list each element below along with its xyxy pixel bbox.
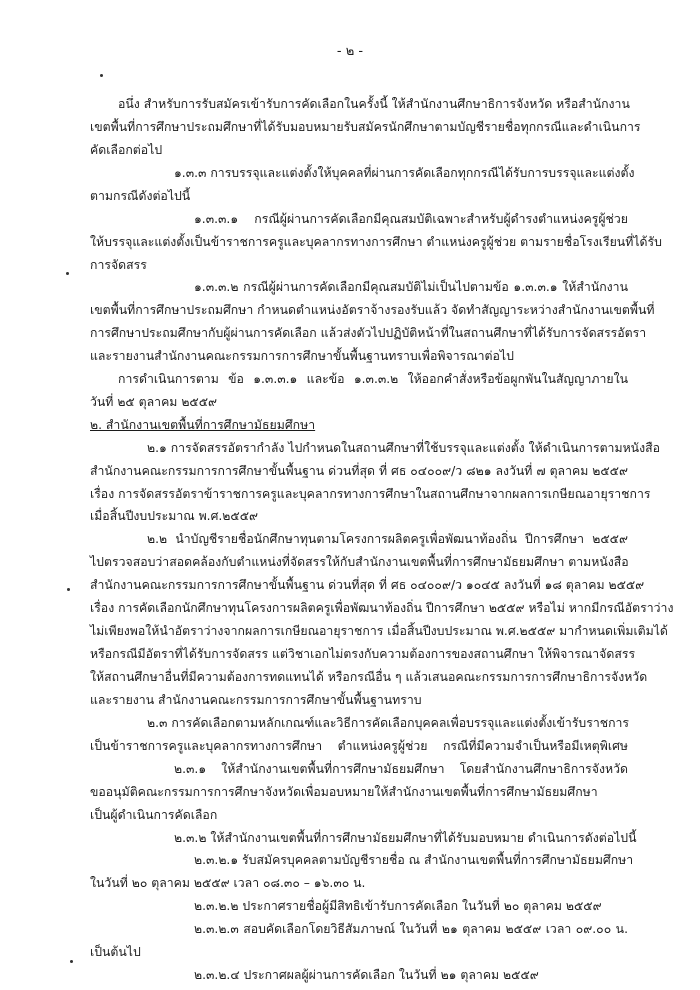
paragraph-line: ให้บรรจุและแต่งตั้งเป็นข้าราชการครูและบุคลากรทางการศึกษา ตำแหน่งครูผู้ช่วย ตามรายชื่อโรงเรียนที่ได้รับ — [90, 235, 662, 249]
paragraph-line: วันที่ ๒๕ ตุลาคม ๒๕๕๙ — [90, 395, 218, 409]
paragraph-line: ๑.๓.๓.๒ กรณีผู้ผ่านการคัดเลือกมีคุณสมบัติไม่เป็นไปตามข้อ ๑.๓.๓.๑ ให้สำนักงาน — [194, 280, 628, 294]
paragraph-line: ไปตรวจสอบว่าสอดคล้องกับตำแหน่งที่จัดสรรให้กับสำนักงานเขตพื้นที่การศึกษามัธยมศึกษา ตามหนังสือ — [90, 555, 629, 569]
paragraph-line: ๒.๒ นำบัญชีรายชื่อนักศึกษาทุนตามโครงการผลิตครูเพื่อพัฒนาท้องถิ่น ปีการศึกษา ๒๕๕๙ — [147, 532, 628, 546]
paragraph-line: อนึ่ง สำหรับการรับสมัครเข้ารับการคัดเลือกในครั้งนี้ ให้สำนักงานศึกษาธิการจังหวัด หรือสำนักงาน — [118, 97, 630, 111]
paragraph-line: ในวันที่ ๒๐ ตุลาคม ๒๕๕๙ เวลา ๐๘.๓๐ – ๑๖.๓๐ น. — [90, 876, 366, 890]
scan-speck — [67, 588, 70, 591]
paragraph-line: ๒.๓.๑ ให้สำนักงานเขตพื้นที่การศึกษามัธยมศึกษา โดยสำนักงานศึกษาธิการจังหวัด — [174, 762, 628, 776]
scan-speck — [66, 272, 69, 275]
paragraph-line: เรื่อง การจัดสรรอัตราข้าราชการครูและบุคลากรทางการศึกษาในสถานศึกษาจากผลการเกษียณอายุราชการ — [90, 487, 651, 501]
paragraph-line: การจัดสรร — [90, 258, 147, 272]
paragraph-line: เป็นต้นไป — [90, 945, 141, 959]
paragraph-line: การศึกษาประถมศึกษากับผู้ผ่านการคัดเลือก แล้วส่งตัวไปปฏิบัติหน้าที่ในสถานศึกษาที่ได้รับการจัดสรรอัตรา — [90, 326, 647, 340]
paragraph-line: หรือกรณีมีอัตราที่ได้รับการจัดสรร แต่วิชาเอกไม่ตรงกับความต้องการของสถานศึกษา ให้พิจารณาจัดสรร — [90, 647, 636, 661]
paragraph-line: ไม่เพียงพอให้นำอัตราว่างจากผลการเกษียณอายุราชการ เมื่อสิ้นปีงบประมาณ พ.ศ.๒๕๕๙ มากำหนดเพิ่มเติมได้ — [90, 624, 668, 638]
scan-speck — [100, 74, 103, 77]
paragraph-line: ขออนุมัติคณะกรรมการการศึกษาจังหวัดเพื่อมอบหมายให้สำนักงานเขตพื้นที่การศึกษามัธยมศึกษา — [90, 785, 598, 799]
paragraph-line: ๒.๓.๒.๔ ประกาศผลผู้ผ่านการคัดเลือก ในวันที่ ๒๑ ตุลาคม ๒๕๕๙ — [194, 968, 539, 982]
paragraph-line: ๑.๓.๓ การบรรจุและแต่งตั้งให้บุคคลที่ผ่านการคัดเลือกทุกกรณีได้รับการบรรจุและแต่งตั้ง — [174, 166, 635, 180]
paragraph-line: การดำเนินการตาม ข้อ ๑.๓.๓.๑ และข้อ ๑.๓.๓.๒ ให้ออกคำสั่งหรือข้อผูกพันในสัญญาภายใน — [118, 372, 628, 386]
paragraph-line: ๒.๓.๒.๓ สอบคัดเลือกโดยวิธีสัมภาษณ์ ในวันที่ ๒๑ ตุลาคม ๒๕๕๙ เวลา ๐๙.๐๐ น. — [194, 922, 628, 936]
paragraph-line: ๒.๓.๒.๒ ประกาศรายชื่อผู้มีสิทธิเข้ารับการคัดเลือก ในวันที่ ๒๐ ตุลาคม ๒๕๕๙ — [194, 899, 602, 913]
scan-speck — [70, 960, 73, 963]
paragraph-line: สำนักงานคณะกรรมการการศึกษาขั้นพื้นฐาน ด่วนที่สุด ที่ ศธ ๐๔๐๐๙/ว ๑๐๔๕ ลงวันที่ ๑๘ ตุลาคม ๒๕๕๙ — [90, 578, 645, 592]
paragraph-line: ๒.๓.๒ ให้สำนักงานเขตพื้นที่การศึกษามัธยมศึกษาที่ได้รับมอบหมาย ดำเนินการดังต่อไปนี้ — [174, 831, 637, 845]
paragraph-line: และรายงานสำนักงานคณะกรรมการการศึกษาขั้นพื้นฐานทราบเพื่อพิจารณาต่อไป — [90, 349, 514, 363]
paragraph-line: เมื่อสิ้นปีงบประมาณ พ.ศ.๒๕๕๙ — [90, 509, 259, 523]
paragraph-line: ๒.๓.๒.๑ รับสมัครบุคคลตามบัญชีรายชื่อ ณ สำนักงานเขตพื้นที่การศึกษามัธยมศึกษา — [194, 853, 634, 867]
paragraph-line: เป็นข้าราชการครูและบุคลากรทางการศึกษา ตำแหน่งครูผู้ช่วย กรณีที่มีความจำเป็นหรือมีเหตุพิเศษ — [90, 739, 628, 753]
paragraph-line: ๒.๓ การคัดเลือกตามหลักเกณฑ์และวิธีการคัดเลือกบุคคลเพื่อบรรจุและแต่งตั้งเข้ารับราชการ — [147, 716, 630, 730]
paragraph-line: ๒.๑ การจัดสรรอัตรากำลัง ไปกำหนดในสถานศึกษาที่ใช้บรรจุและแต่งตั้ง ให้ดำเนินการตามหนังสือ — [147, 441, 660, 455]
section-heading: ๒. สำนักงานเขตพื้นที่การศึกษามัธยมศึกษา — [90, 418, 316, 432]
page-number: - ๒ - — [336, 44, 364, 59]
paragraph-line: ๑.๓.๓.๑ กรณีผู้ผ่านการคัดเลือกมีคุณสมบัติเฉพาะสำหรับผู้ดำรงตำแหน่งครูผู้ช่วย — [194, 212, 628, 226]
paragraph-line: ให้สถานศึกษาอื่นที่มีความต้องการทดแทนได้ หรือกรณีอื่น ๆ แล้วเสนอคณะกรรมการการศึกษาธิการจังหวัด — [90, 670, 648, 684]
paragraph-line: เขตพื้นที่การศึกษาประถมศึกษาที่ได้รับมอบหมายรับสมัครนักศึกษาตามบัญชีรายชื่อทุกกรณีและดำเนินการ — [90, 120, 641, 134]
paragraph-line: และรายงาน สำนักงานคณะกรรมการการศึกษาขั้นพื้นฐานทราบ — [90, 693, 422, 707]
paragraph-line: คัดเลือกต่อไป — [90, 143, 163, 157]
paragraph-line: เป็นผู้ดำเนินการคัดเลือก — [90, 808, 218, 822]
paragraph-line: สำนักงานคณะกรรมการการศึกษาขั้นพื้นฐาน ด่วนที่สุด ที่ ศธ ๐๔๐๐๙/ว ๘๒๑ ลงวันที่ ๗ ตุลาคม ๒๕๕๙ — [90, 464, 628, 478]
paragraph-line: เรื่อง การคัดเลือกนักศึกษาทุนโครงการผลิตครูเพื่อพัฒนาท้องถิ่น ปีการศึกษา ๒๕๕๙ หรือไม่ หากมีกรณีอัตราว่าง — [90, 601, 674, 615]
paragraph-line: เขตพื้นที่การศึกษาประถมศึกษา กำหนดตำแหน่งอัตราจ้างรองรับแล้ว จัดทำสัญญาระหว่างสำนักงานเขตพื้นที่ — [90, 303, 655, 317]
paragraph-line: ตามกรณีดังต่อไปนี้ — [90, 189, 191, 203]
